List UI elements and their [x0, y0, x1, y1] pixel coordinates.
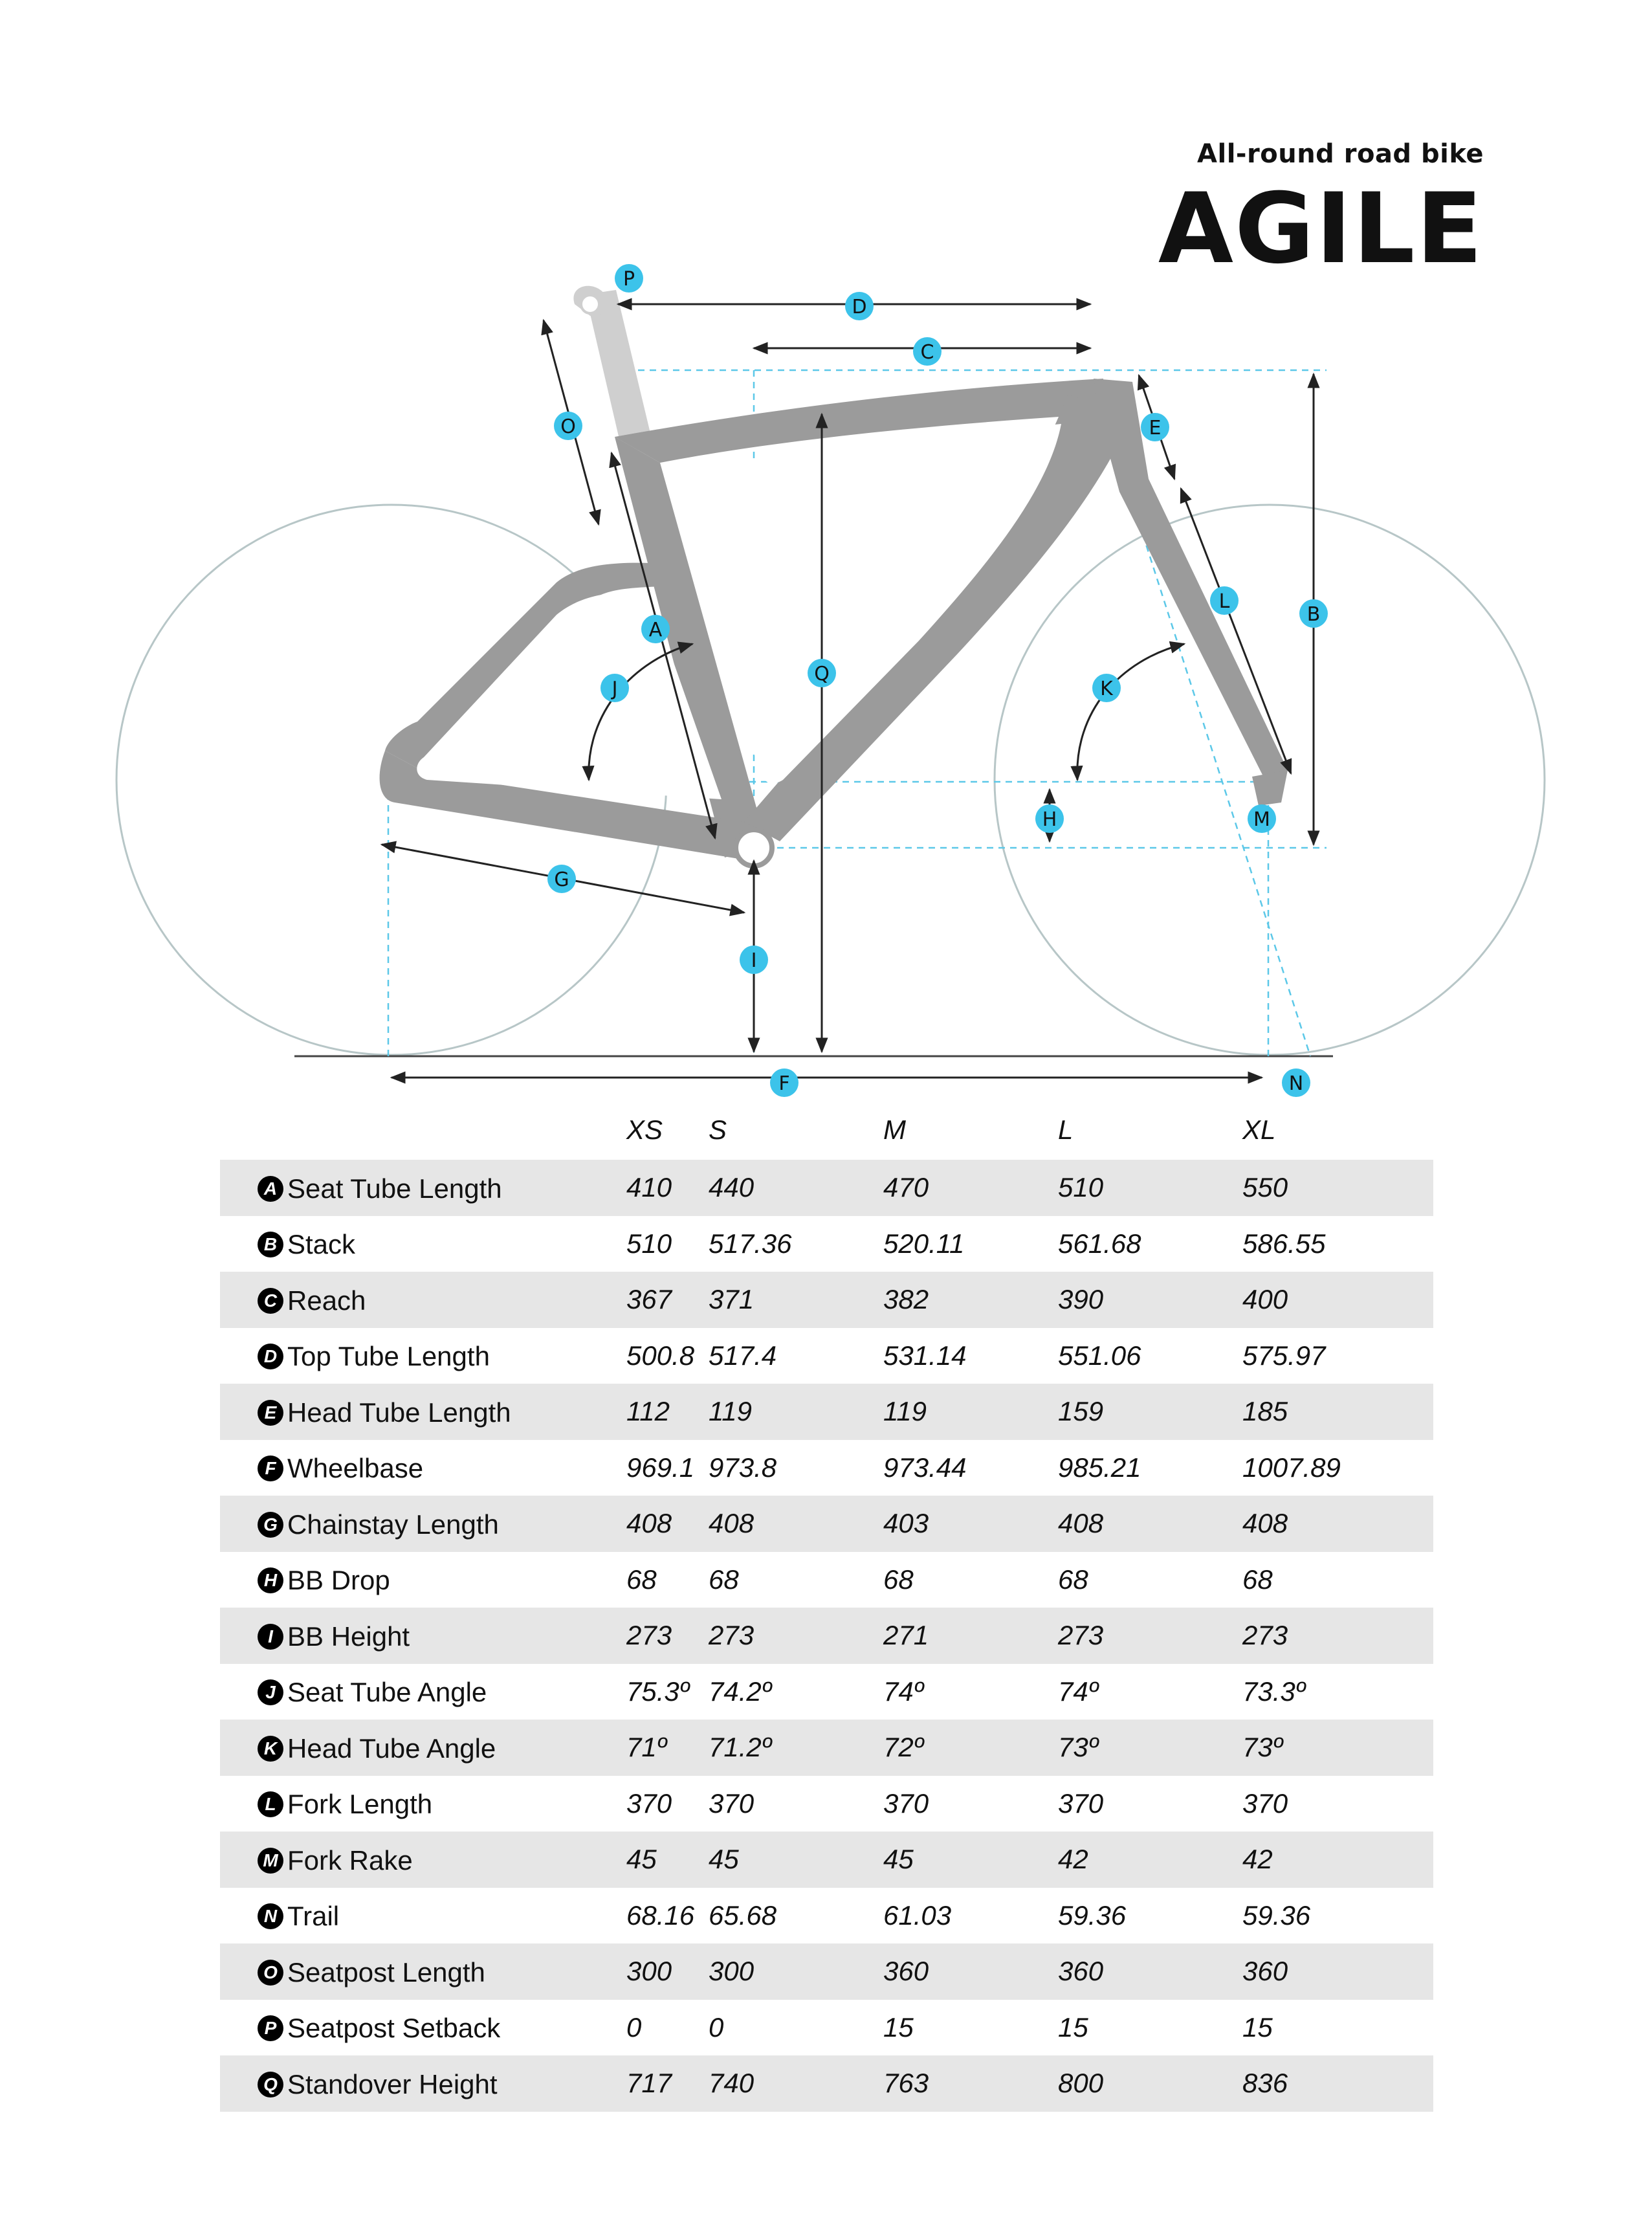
value-cell: 74.2º	[709, 1676, 772, 1707]
parameter-letter-badge: F	[258, 1456, 283, 1481]
value-cell: 470	[883, 1160, 1058, 1216]
value-cell: 300	[626, 1943, 709, 2000]
svg-text:P: P	[622, 268, 635, 291]
marker-e	[1141, 413, 1169, 441]
value-cell: 973.44	[883, 1452, 967, 1483]
marker-p	[615, 264, 643, 293]
parameter-name-cell	[220, 1664, 626, 1720]
parameter-name: Seatpost Length	[287, 1956, 485, 1987]
value-cell: 300	[709, 1943, 883, 2000]
marker-h	[1035, 804, 1064, 833]
table-row	[220, 1216, 1433, 1272]
value-cell: 273	[709, 1608, 883, 1664]
value-cell: 586.55	[1242, 1228, 1326, 1259]
value-cell: 68	[883, 1564, 914, 1595]
parameter-letter-badge: G	[258, 1512, 283, 1538]
svg-text:C: C	[920, 341, 934, 364]
parameter-name: Standover Height	[287, 2068, 498, 2099]
svg-text:L: L	[1218, 590, 1230, 613]
value-cell: 517.4	[709, 1340, 777, 1371]
value-cell: 159	[1058, 1384, 1242, 1440]
table-row	[220, 1272, 1433, 1328]
table-row	[220, 1440, 1433, 1496]
parameter-name: Seat Tube Length	[287, 1173, 502, 1204]
bike-model-title: AGILE	[1158, 173, 1484, 285]
value-cell: 740	[709, 2055, 883, 2112]
value-cell: 271	[883, 1608, 1058, 1664]
marker-a	[641, 615, 670, 643]
parameter-name-cell	[220, 1776, 626, 1832]
table-row	[220, 2055, 1433, 2112]
parameter-letter-badge: M	[258, 1848, 283, 1874]
value-cell: 68	[626, 1564, 657, 1595]
parameter-letter-badge: L	[258, 1791, 283, 1817]
svg-text:K: K	[1100, 678, 1113, 700]
value-cell: 61.03	[883, 1899, 952, 1931]
parameter-letter-badge: H	[258, 1567, 283, 1593]
value-cell: 273	[1242, 1608, 1433, 1664]
value-cell: 367	[626, 1272, 709, 1328]
svg-text:A: A	[648, 619, 663, 641]
parameter-letter-badge: O	[258, 1960, 283, 1986]
value-cell: 510	[626, 1228, 672, 1259]
value-cell: 42	[1058, 1832, 1242, 1888]
value-cell: 390	[1058, 1272, 1242, 1328]
value-cell: 0	[709, 2011, 724, 2042]
value-cell: 531.14	[883, 1340, 967, 1371]
marker-q	[808, 659, 836, 687]
bottom-bracket	[736, 830, 772, 866]
value-cell: 382	[883, 1272, 1058, 1328]
value-cell: 408	[1058, 1496, 1242, 1552]
marker-n	[1282, 1068, 1310, 1097]
parameter-name: Stack	[287, 1229, 356, 1260]
parameter-name: Fork Length	[287, 1789, 433, 1820]
marker-c	[913, 337, 942, 366]
value-cell: 71.2º	[709, 1720, 883, 1776]
svg-text:B: B	[1306, 603, 1321, 626]
value-cell: 500.8	[626, 1340, 695, 1371]
value-cell: 403	[883, 1496, 1058, 1552]
table-row	[220, 1664, 1433, 1720]
parameter-letter-badge: Q	[258, 2072, 283, 2098]
marker-o	[554, 412, 582, 440]
marker-d	[845, 292, 874, 320]
table-row	[220, 1776, 1433, 1832]
svg-text:I: I	[751, 949, 757, 972]
parameter-name: Wheelbase	[287, 1453, 424, 1484]
value-cell: 360	[1058, 1943, 1242, 2000]
value-cell: 74º	[883, 1676, 924, 1707]
parameter-name: BB Height	[287, 1621, 410, 1652]
table-row	[220, 1552, 1433, 1608]
bike-category: All-round road bike	[1197, 139, 1484, 169]
value-cell: 400	[1242, 1272, 1433, 1328]
value-cell: 15	[1058, 2011, 1088, 2042]
value-cell: 1007.89	[1242, 1452, 1341, 1483]
value-cell: 360	[883, 1943, 1058, 2000]
parameter-name-cell	[220, 1440, 626, 1496]
value-cell: 273	[626, 1608, 709, 1664]
size-xs: XS	[626, 1114, 663, 1145]
parameter-name-cell	[220, 1720, 626, 1776]
value-cell: 119	[883, 1384, 1058, 1440]
value-cell: 517.36	[709, 1228, 792, 1259]
table-row	[220, 1496, 1433, 1552]
value-cell: 45	[626, 1832, 709, 1888]
marker-b	[1299, 599, 1328, 628]
value-cell: 408	[1242, 1496, 1433, 1552]
svg-text:H: H	[1042, 808, 1057, 831]
value-cell: 68	[1058, 1564, 1088, 1595]
parameter-name-cell	[220, 1552, 626, 1608]
parameter-letter-badge: B	[258, 1232, 283, 1257]
value-cell: 440	[709, 1160, 883, 1216]
value-cell: 59.36	[1242, 1899, 1311, 1931]
value-cell: 510	[1058, 1160, 1242, 1216]
value-cell: 408	[709, 1496, 883, 1552]
parameter-name-cell	[220, 1888, 626, 1944]
table-row	[220, 1328, 1433, 1384]
value-cell: 73.3º	[1242, 1676, 1306, 1707]
value-cell: 112	[626, 1384, 709, 1440]
parameter-letter-badge: A	[258, 1176, 283, 1202]
value-cell: 575.97	[1242, 1340, 1326, 1371]
value-cell: 65.68	[709, 1899, 777, 1931]
parameter-letter-badge: P	[258, 2015, 283, 2041]
svg-text:E: E	[1149, 417, 1162, 439]
value-cell: 836	[1242, 2055, 1433, 2112]
parameter-letter-badge: E	[258, 1400, 283, 1426]
value-cell: 969.1	[626, 1452, 695, 1483]
value-cell: 561.68	[1058, 1228, 1141, 1259]
svg-text:N: N	[1288, 1072, 1304, 1095]
parameter-name-cell	[220, 1943, 626, 2000]
parameter-letter-badge: I	[258, 1624, 283, 1650]
value-cell: 371	[709, 1272, 883, 1328]
marker-k	[1092, 674, 1121, 702]
value-cell: 717	[626, 2055, 709, 2112]
parameter-name-cell	[220, 1216, 626, 1272]
value-cell: 15	[1242, 2011, 1273, 2042]
value-cell: 45	[709, 1832, 883, 1888]
parameter-letter-badge: J	[258, 1679, 283, 1705]
saddle-clamp	[581, 295, 599, 313]
svg-text:G: G	[554, 869, 569, 891]
value-cell: 73º	[1058, 1720, 1242, 1776]
parameter-name: Reach	[287, 1285, 366, 1316]
value-cell: 74º	[1058, 1676, 1099, 1707]
value-cell: 370	[626, 1788, 672, 1819]
geometry-table-body	[220, 1160, 1433, 2112]
value-cell: 551.06	[1058, 1340, 1141, 1371]
parameter-name: Chainstay Length	[287, 1509, 499, 1540]
marker-f	[770, 1068, 798, 1097]
value-cell: 408	[626, 1496, 709, 1552]
marker-m	[1248, 804, 1276, 833]
parameter-name: Seatpost Setback	[287, 2013, 501, 2044]
marker-j	[600, 674, 629, 702]
parameter-name-cell	[220, 1832, 626, 1888]
header-blank	[220, 1100, 626, 1160]
size-header-row	[220, 1100, 1433, 1160]
value-cell: 370	[883, 1788, 929, 1819]
value-cell: 15	[883, 2011, 914, 2042]
svg-text:D: D	[852, 296, 867, 318]
table-row	[220, 1943, 1433, 2000]
geometry-table	[220, 1100, 1433, 2112]
table-row	[220, 1160, 1433, 1216]
parameter-letter-badge: C	[258, 1288, 283, 1314]
value-cell: 73º	[1242, 1720, 1433, 1776]
parameter-name-cell	[220, 1608, 626, 1664]
value-cell: 68	[709, 1564, 739, 1595]
marker-l	[1210, 586, 1239, 615]
table-row	[220, 1608, 1433, 1664]
parameter-name: Head Tube Angle	[287, 1732, 496, 1764]
value-cell: 185	[1242, 1384, 1433, 1440]
parameter-name-cell	[220, 1328, 626, 1384]
size-s: S	[709, 1114, 727, 1145]
value-cell: 763	[883, 2055, 1058, 2112]
parameter-name-cell	[220, 1384, 626, 1440]
value-cell: 370	[709, 1788, 754, 1819]
value-cell: 42	[1242, 1832, 1433, 1888]
parameter-name: Head Tube Length	[287, 1397, 511, 1428]
value-cell: 68.16	[626, 1899, 695, 1931]
value-cell: 410	[626, 1160, 709, 1216]
size-l: L	[1058, 1114, 1074, 1145]
parameter-name: BB Drop	[287, 1565, 390, 1596]
parameter-name-cell	[220, 1160, 626, 1216]
parameter-letter-badge: N	[258, 1903, 283, 1929]
parameter-name-cell	[220, 1272, 626, 1328]
svg-text:J: J	[611, 678, 618, 700]
value-cell: 45	[883, 1832, 1058, 1888]
marker-i	[740, 946, 768, 974]
parameter-name: Trail	[287, 1901, 340, 1932]
table-row	[220, 2000, 1433, 2056]
value-cell: 985.21	[1058, 1452, 1141, 1483]
parameter-letter-badge: D	[258, 1344, 283, 1369]
marker-g	[547, 865, 576, 893]
svg-text:O: O	[560, 415, 576, 438]
svg-text:Q: Q	[814, 663, 830, 685]
table-row	[220, 1832, 1433, 1888]
size-m: M	[883, 1114, 906, 1145]
value-cell: 370	[1058, 1788, 1104, 1819]
parameter-letter-badge: K	[258, 1736, 283, 1762]
parameter-name-cell	[220, 2055, 626, 2112]
parameter-name-cell	[220, 1496, 626, 1552]
value-cell: 520.11	[883, 1228, 965, 1259]
value-cell: 72º	[883, 1720, 1058, 1776]
parameter-name: Seat Tube Angle	[287, 1677, 487, 1708]
table-row	[220, 1888, 1433, 1944]
value-cell: 800	[1058, 2055, 1242, 2112]
parameter-name: Top Tube Length	[287, 1341, 490, 1372]
parameter-name-cell	[220, 2000, 626, 2056]
svg-text:F: F	[778, 1072, 790, 1095]
table-row	[220, 1384, 1433, 1440]
value-cell: 59.36	[1058, 1899, 1127, 1931]
table-row	[220, 1720, 1433, 1776]
size-xl: XL	[1242, 1114, 1276, 1145]
value-cell: 973.8	[709, 1452, 777, 1483]
value-cell: 550	[1242, 1160, 1433, 1216]
value-cell: 119	[709, 1384, 883, 1440]
value-cell: 273	[1058, 1608, 1242, 1664]
value-cell: 75.3º	[626, 1676, 690, 1707]
value-cell: 370	[1242, 1788, 1288, 1819]
parameter-name: Fork Rake	[287, 1844, 413, 1876]
value-cell: 360	[1242, 1943, 1433, 2000]
svg-text:M: M	[1253, 808, 1270, 831]
value-cell: 71º	[626, 1720, 709, 1776]
value-cell: 0	[626, 2011, 642, 2042]
value-cell: 68	[1242, 1564, 1273, 1595]
